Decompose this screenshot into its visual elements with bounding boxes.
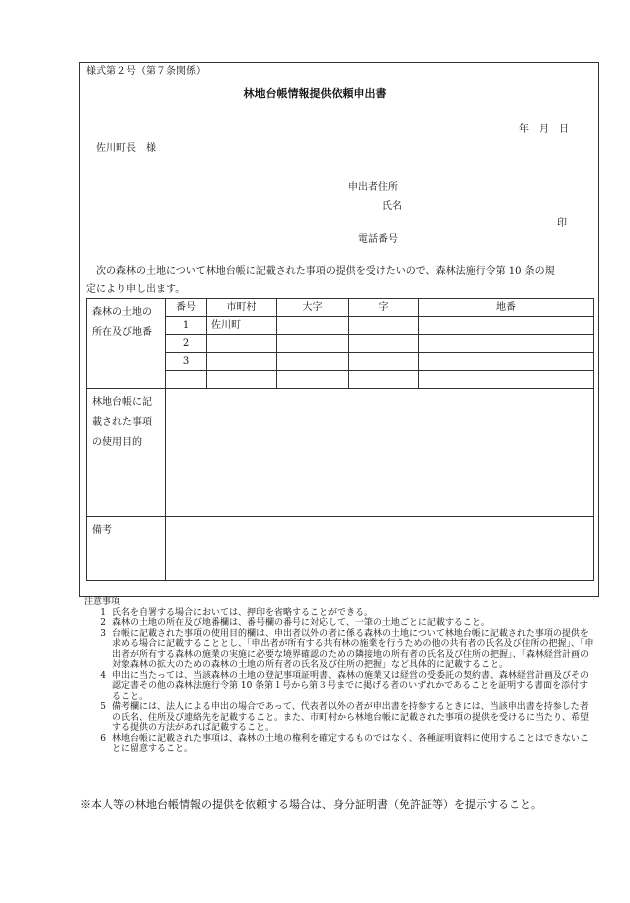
note-number: 5 <box>100 702 106 712</box>
chiban-field[interactable] <box>419 353 594 371</box>
date-line: 年 月 日 <box>519 124 569 135</box>
row-number: 2 <box>166 335 207 353</box>
note-text: 森林の土地の所在及び地番欄は、番号欄の番号に対応して、一筆の土地ごとに記載すること。 <box>112 618 490 628</box>
note-number: 6 <box>100 733 106 744</box>
oaza-field[interactable] <box>277 335 349 353</box>
note-number: 3 <box>100 628 106 639</box>
row-number <box>166 371 207 389</box>
remarks-field[interactable] <box>166 517 594 581</box>
notes-section <box>84 597 596 755</box>
chiban-field[interactable] <box>419 335 594 353</box>
note-item <box>84 608 596 619</box>
notes-title: 注意事項 <box>84 597 121 607</box>
note-text: 台帳に記載された事項の使用目的欄は、申出者以外の者に係る森林の土地について林地台帳に記載された事項の提供を求める場合に記載することとし、「申出者が所有する共有林の施業を行うための他の共有者の氏名及び住所の把握」、「申出者が所有する森林の施業の実施に必要な境界確認のための隣接地の所有者の氏名及び住所の把握」、「森林経営計画の対象森林の拡大のための森林の土地の所有者の氏名及び住所の把握」など具体的に記載すること。 <box>112 628 594 670</box>
municipality-field[interactable]: 佐川町 <box>207 317 277 335</box>
header-chiban: 地番 <box>419 299 594 317</box>
oaza-field[interactable] <box>277 371 349 389</box>
seal-mark: 印 <box>557 218 567 229</box>
note-text: 林地台帳に記載された事項は、森林の土地の権利を確定するものではなく、各種証明資料に使用することはできないことに留意すること。 <box>112 733 589 754</box>
note-number: 2 <box>100 618 106 628</box>
aza-field[interactable] <box>349 335 419 353</box>
footer-note: ※本人等の林地台帳情報の提供を依頼する場合は、身分証明書（免許証等）を提示すること。 <box>80 798 542 811</box>
chiban-field[interactable] <box>419 371 594 389</box>
aza-field[interactable] <box>349 353 419 371</box>
note-item <box>84 734 596 755</box>
note-item <box>84 671 596 703</box>
header-municipality: 市町村 <box>207 299 277 317</box>
note-item <box>84 629 596 671</box>
addressee: 佐川町長 様 <box>96 143 156 154</box>
note-number: 4 <box>100 670 106 681</box>
municipality-field[interactable] <box>207 371 277 389</box>
aza-field[interactable] <box>349 371 419 389</box>
intro-text-line1: 次の森林の土地について林地台帳に記載された事項の提供を受けたいので、森林法施行令第 10 条の規 <box>96 266 555 277</box>
note-item <box>84 618 596 629</box>
intro-text-line2: 定により申し出ます。 <box>86 284 186 295</box>
note-item <box>84 702 596 734</box>
header-aza: 字 <box>349 299 419 317</box>
land-location-label: 森林の土地の所在及び地番 <box>87 299 166 389</box>
note-number: 1 <box>100 607 106 618</box>
note-text: 申出に当たっては、当該森林の土地の登記事項証明書、森林の施業又は経営の受委託の契約書、森林経営計画及びその認定書その他の森林法施行令第 10 条第１号から第３号までに掲げる者のいずれかであることを証明する書面を添付すること。 <box>112 670 590 702</box>
municipality-field[interactable] <box>207 335 277 353</box>
note-text: 氏名を自署する場合においては、押印を省略することができる。 <box>112 607 374 618</box>
remarks-label: 備考 <box>87 517 166 581</box>
purpose-label: 林地台帳に記載された事項の使用目的 <box>87 389 166 517</box>
applicant-name-label: 氏名 <box>382 201 402 212</box>
oaza-field[interactable] <box>277 353 349 371</box>
form-title: 林地台帳情報提供依頼申出書 <box>243 87 387 100</box>
land-table <box>86 298 594 581</box>
aza-field[interactable] <box>349 317 419 335</box>
applicant-phone-label: 電話番号 <box>358 234 398 245</box>
chiban-field[interactable] <box>419 317 594 335</box>
header-oaza: 大字 <box>277 299 349 317</box>
oaza-field[interactable] <box>277 317 349 335</box>
form-label: 様式第２号（第７条関係） <box>86 66 206 77</box>
purpose-field[interactable] <box>166 389 594 517</box>
row-number: 3 <box>166 353 207 371</box>
row-number: 1 <box>166 317 207 335</box>
header-number: 番号 <box>166 299 207 317</box>
applicant-address-label: 申出者住所 <box>348 182 398 193</box>
note-text: 備考欄には、法人による申出の場合であって、代表者以外の者が申出書を持参するときには、当該申出書を持参した者の氏名、住所及び連絡先を記載すること。また、市町村から林地台帳に記載された事項の提供を受けるに当たり、希望する提供の方法があれば記載すること。 <box>112 702 590 733</box>
municipality-field[interactable] <box>207 353 277 371</box>
